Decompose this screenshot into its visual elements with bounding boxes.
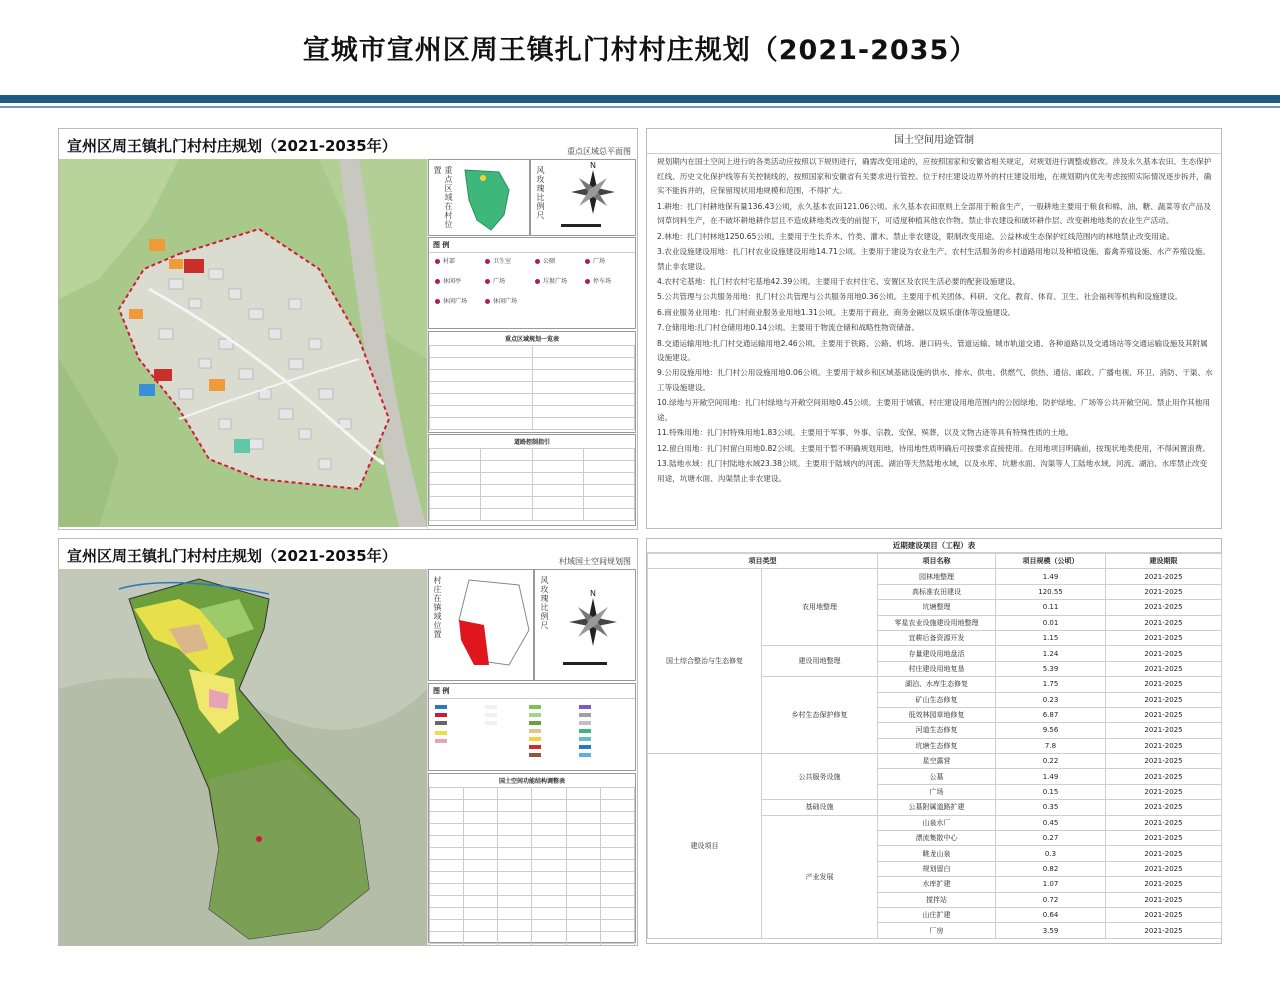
control-paragraph: 7.仓储用地:扎门村仓储用地0.14公顷。主要用于物流仓储和战略性物资储备。 xyxy=(657,323,920,333)
panel-title: 宣州区周王镇扎门村村庄规划（2021-2035年） xyxy=(67,137,397,155)
panel-header xyxy=(59,129,637,160)
project-size-cell: 120.55 xyxy=(996,584,1106,599)
project-period-cell: 2021-2025 xyxy=(1106,892,1222,907)
wind-rose-label: 风玫瑰比例尺 xyxy=(540,576,549,630)
project-size-cell: 1.24 xyxy=(996,646,1106,661)
svg-text:N: N xyxy=(590,161,596,170)
control-paragraph: 8.交通运输用地:扎门村交通运输用地2.46公顷。主要用于铁路、公路、机场、港口码头、管道运输、城市轨道交通、各种道路以及交通场站等交通运输设施及其附属设施建设。 xyxy=(657,338,1208,363)
control-paragraph: 2.林地：扎门村林地1250.65公顷。主要用于生长乔木、竹类、灌木。禁止非农建设，限制改变用途。公益林或生态保护红线范围内的林地禁止改变用途。 xyxy=(657,231,1175,241)
project-name-cell: 低效林园草地修复 xyxy=(878,707,996,722)
project-size-cell: 9.56 xyxy=(996,723,1106,738)
project-subgroup-cell: 农用地整理 xyxy=(762,569,878,646)
project-period-cell: 2021-2025 xyxy=(1106,661,1222,676)
project-row xyxy=(648,569,1222,584)
project-period-cell: 2021-2025 xyxy=(1106,600,1222,615)
project-subgroup-cell: 基础设施 xyxy=(762,800,878,815)
project-name-cell: 高标准农田建设 xyxy=(878,584,996,599)
wind-rose-icon xyxy=(535,570,635,680)
panel-title: 宣州区周王镇扎门村村庄规划（2021-2035年） xyxy=(67,547,397,565)
village-land-use-panel xyxy=(58,538,638,946)
project-name-cell: 公墓附属道路扩建 xyxy=(878,800,996,815)
legend-item: 卫生室 xyxy=(485,256,511,265)
control-paragraph: 1.耕地：扎门村耕地保有量136.43公顷，永久基本农田121.06公顷。永久基本农田原则上全部用于粮食生产，一般耕地主要用于粮食和棉、油、糖、蔬菜等农产品及饲草饲料生产，在不破坏耕地耕作层且不造成耕地类改变的前提下，可适度种植其他农作物。禁止非农建设和破坏耕作层、改变耕地地类的农业生产活动。 xyxy=(657,201,1211,226)
land-use-structure-table xyxy=(428,773,636,943)
wind-rose-inset xyxy=(530,159,636,236)
village-plan-map[interactable] xyxy=(59,159,427,527)
control-paragraph: 9.公用设施用地：扎门村公用设施用地0.06公顷。主要用于城乡和区域基础设施的供水、排水、供电、供燃气、供热、通信、邮政、广播电视、环卫、消防、干渠、水工等设施建设。 xyxy=(657,368,1213,393)
control-paragraph: 4.农村宅基地：扎门村农村宅基地42.39公顷。主要用于农村住宅、安置区及农民生活必要的配套设施建设。 xyxy=(657,276,1021,286)
control-paragraph: 5.公共管理与公共服务用地：扎门村公共管理与公共服务用地0.36公顷。主要用于机关团体、科研、文化、教育、体育、卫生、社会福利等机构和设施建设。 xyxy=(657,292,1183,302)
project-subgroup-cell: 产业发展 xyxy=(762,815,878,938)
project-name-cell: 规划留白 xyxy=(878,861,996,876)
project-period-cell: 2021-2025 xyxy=(1106,584,1222,599)
project-name-cell: 搅拌站 xyxy=(878,892,996,907)
project-row xyxy=(648,754,1222,769)
project-size-cell: 0.27 xyxy=(996,831,1106,846)
location-label: 村庄在镇域位置 xyxy=(433,576,442,639)
project-name-cell: 园林地整理 xyxy=(878,569,996,584)
project-size-cell: 0.22 xyxy=(996,754,1106,769)
project-period-cell: 2021-2025 xyxy=(1106,877,1222,892)
project-name-cell: 水库扩建 xyxy=(878,877,996,892)
project-name-cell: 山泉水厂 xyxy=(878,815,996,830)
project-name-cell: 宜耕后备资源开发 xyxy=(878,630,996,645)
projects-table xyxy=(647,553,1222,939)
project-subgroup-cell: 乡村生态保护修复 xyxy=(762,677,878,754)
location-inset xyxy=(428,159,530,236)
project-period-cell: 2021-2025 xyxy=(1106,677,1222,692)
project-period-cell: 2021-2025 xyxy=(1106,615,1222,630)
control-paragraph: 规划期内在国土空间上进行的各类活动应按照以下规则进行，确需改变用途的，应按照国家和安徽省相关规定，对规划进行调整或修改。涉及永久基本农田、生态保护红线、历史文化保护线等有关控制线的，按照国家和安徽省有关要求进行管控。位于村庄建设边界外的村庄建设用地，在规划期内优先考虑按照实际情况逐步拆并，确实不能拆并的，应保留现状用地规模和范围，不得扩大。 xyxy=(657,157,1212,196)
land-use-drawing xyxy=(59,569,427,945)
project-period-cell: 2021-2025 xyxy=(1106,630,1222,645)
project-size-cell: 3.59 xyxy=(996,923,1106,938)
land-use-control-panel xyxy=(646,128,1222,529)
project-period-cell: 2021-2025 xyxy=(1106,800,1222,815)
land-use-side-column xyxy=(427,569,637,945)
project-period-cell: 2021-2025 xyxy=(1106,907,1222,922)
project-subgroup-cell: 建设用地整理 xyxy=(762,646,878,677)
project-group-cell: 国土综合整治与生态修复 xyxy=(648,569,762,754)
land-use-map[interactable] xyxy=(59,569,427,945)
control-paragraph: 10.绿地与开敞空间用地：扎门村绿地与开敞空间用地0.45公顷。主要用于城镇、村庄建设用地范围内的公园绿地、防护绿地、广场等公共开敞空间。禁止用作其他用途。 xyxy=(657,398,1210,423)
project-period-cell: 2021-2025 xyxy=(1106,861,1222,876)
project-name-cell: 广场 xyxy=(878,784,996,799)
road-control-table-grid xyxy=(429,448,635,521)
project-size-cell: 7.8 xyxy=(996,738,1106,753)
control-paragraph: 12.留白用地：扎门村留白用地0.82公顷。主要用于暂不明确规划用地，待用地性质明确后可按要求直接使用。在用地项目明确前，按现状地类使用，不得闲置浪费。 xyxy=(657,443,1210,453)
project-size-cell: 0.11 xyxy=(996,600,1106,615)
panel-header xyxy=(59,539,637,570)
projects-header-row xyxy=(648,554,1222,569)
project-period-cell: 2021-2025 xyxy=(1106,707,1222,722)
road-control-table xyxy=(428,434,636,526)
project-size-cell: 1.49 xyxy=(996,769,1106,784)
project-size-cell: 0.23 xyxy=(996,692,1106,707)
project-name-cell: 厂房 xyxy=(878,923,996,938)
legend-item: 休闲亭 xyxy=(435,276,461,285)
project-period-cell: 2021-2025 xyxy=(1106,723,1222,738)
project-period-cell: 2021-2025 xyxy=(1106,738,1222,753)
project-period-cell: 2021-2025 xyxy=(1106,754,1222,769)
legend-swatches xyxy=(429,699,635,769)
col-header-period: 建设期限 xyxy=(1106,554,1222,569)
project-name-cell: 山庄扩建 xyxy=(878,907,996,922)
svg-text:N: N xyxy=(590,589,596,598)
control-heading: 国土空间用途管制 xyxy=(647,129,1221,154)
project-name-cell: 公墓 xyxy=(878,769,996,784)
project-period-cell: 2021-2025 xyxy=(1106,784,1222,799)
legend-item: 休闲广场 xyxy=(485,296,517,305)
project-size-cell: 0.45 xyxy=(996,815,1106,830)
legend-item: 垃圾广场 xyxy=(535,276,567,285)
key-area-table xyxy=(428,331,636,433)
plan-side-column xyxy=(427,159,637,529)
key-area-table-title: 重点区域规划一览表 xyxy=(504,336,559,343)
control-paragraph: 11.特殊用地：扎门村特殊用地1.83公顷。主要用于军事、外事、宗教、安保、殡葬，以及文物古迹等具有特殊性质的土地。 xyxy=(657,428,1074,438)
legend-item: 停车场 xyxy=(585,276,611,285)
project-period-cell: 2021-2025 xyxy=(1106,646,1222,661)
project-period-cell: 2021-2025 xyxy=(1106,846,1222,861)
project-name-cell: 坑塘生态修复 xyxy=(878,738,996,753)
project-size-cell: 6.87 xyxy=(996,707,1106,722)
project-size-cell: 1.75 xyxy=(996,677,1106,692)
legend-item: 广场 xyxy=(585,256,605,265)
key-area-plan-panel xyxy=(58,128,638,530)
control-text xyxy=(657,155,1213,487)
project-name-cell: 零星农业设施建设用地整理 xyxy=(878,615,996,630)
project-size-cell: 0.35 xyxy=(996,800,1106,815)
project-name-cell: 眺龙山泉 xyxy=(878,846,996,861)
location-inset xyxy=(428,569,534,681)
legend-item: 广场 xyxy=(485,276,505,285)
project-name-cell: 漂流集散中心 xyxy=(878,831,996,846)
project-period-cell: 2021-2025 xyxy=(1106,815,1222,830)
project-size-cell: 0.15 xyxy=(996,784,1106,799)
col-header-size: 项目规模（公顷） xyxy=(996,554,1106,569)
project-size-cell: 0.72 xyxy=(996,892,1106,907)
legend-item: 休闲广场 xyxy=(435,296,467,305)
header-band-thin xyxy=(0,106,1280,108)
control-paragraph: 3.农业设施建设用地：扎门村农业设施建设用地14.71公顷。主要用于建设为农业生产、农村生活服务的乡村道路用地以及种植设施、畜禽养殖设施、水产养殖设施。禁止非农建设。 xyxy=(657,246,1210,271)
panel-subtitle: 村域国土空间规划图 xyxy=(559,557,631,566)
project-size-cell: 0.82 xyxy=(996,861,1106,876)
control-paragraph: 13.陆地水域：扎门村陆地水域23.38公顷。主要用于陆域内的河流、湖泊等天然陆地水域，以及水库、坑塘水面、沟渠等人工陆地水域。河流、湖泊、水库禁止改变用途，坑塘水面、沟渠禁止非农建设。 xyxy=(657,459,1208,483)
col-header-type: 项目类型 xyxy=(648,554,878,569)
near-term-projects-panel xyxy=(646,538,1222,944)
land-use-table-title: 国土空间功能结构调整表 xyxy=(498,778,565,785)
projects-caption: 近期建设项目（工程）表 xyxy=(647,539,1221,553)
project-size-cell: 1.15 xyxy=(996,630,1106,645)
project-name-cell: 矿山生态修复 xyxy=(878,692,996,707)
road-control-table-title: 道路控制指引 xyxy=(513,439,550,446)
project-period-cell: 2021-2025 xyxy=(1106,831,1222,846)
land-use-table-grid xyxy=(429,787,635,946)
project-name-cell: 星空露营 xyxy=(878,754,996,769)
location-label: 重点区域在村位置 xyxy=(433,166,453,229)
legend-title: 图 例 xyxy=(429,684,635,699)
project-period-cell: 2021-2025 xyxy=(1106,923,1222,938)
project-size-cell: 0.64 xyxy=(996,907,1106,922)
project-name-cell: 坑塘整理 xyxy=(878,600,996,615)
project-period-cell: 2021-2025 xyxy=(1106,569,1222,584)
legend-item: 村部 xyxy=(435,256,455,265)
project-size-cell: 0.01 xyxy=(996,615,1106,630)
project-size-cell: 1.07 xyxy=(996,877,1106,892)
wind-rose-label: 风玫瑰比例尺 xyxy=(536,166,545,220)
project-name-cell: 村庄建设用地复垦 xyxy=(878,661,996,676)
land-use-legend xyxy=(428,683,636,771)
village-plan-drawing xyxy=(59,159,427,527)
project-name-cell: 湖泊、水库生态修复 xyxy=(878,677,996,692)
key-area-table-grid xyxy=(429,345,635,430)
plan-legend xyxy=(428,237,636,329)
col-header-name: 项目名称 xyxy=(878,554,996,569)
project-size-cell: 0.3 xyxy=(996,846,1106,861)
project-group-cell: 建设项目 xyxy=(648,754,762,939)
page-title: 宣城市宣州区周王镇扎门村村庄规划（2021-2035） xyxy=(302,35,978,66)
legend-item: 公厕 xyxy=(535,256,555,265)
wind-rose-inset xyxy=(534,569,636,681)
wind-rose-icon xyxy=(531,160,635,235)
header-band xyxy=(0,95,1280,103)
project-period-cell: 2021-2025 xyxy=(1106,769,1222,784)
project-name-cell: 存量建设用地盘活 xyxy=(878,646,996,661)
project-name-cell: 河道生态修复 xyxy=(878,723,996,738)
legend-title: 图 例 xyxy=(429,238,635,253)
panel-subtitle: 重点区域总平面图 xyxy=(567,147,631,156)
project-size-cell: 1.49 xyxy=(996,569,1106,584)
control-paragraph: 6.商业服务业用地：扎门村商业服务业用地1.31公顷。主要用于商业、商务金融以及娱乐康体等设施建设。 xyxy=(657,307,1016,317)
project-subgroup-cell: 公共服务设施 xyxy=(762,754,878,800)
location-map xyxy=(429,570,533,680)
project-period-cell: 2021-2025 xyxy=(1106,692,1222,707)
project-size-cell: 5.39 xyxy=(996,661,1106,676)
